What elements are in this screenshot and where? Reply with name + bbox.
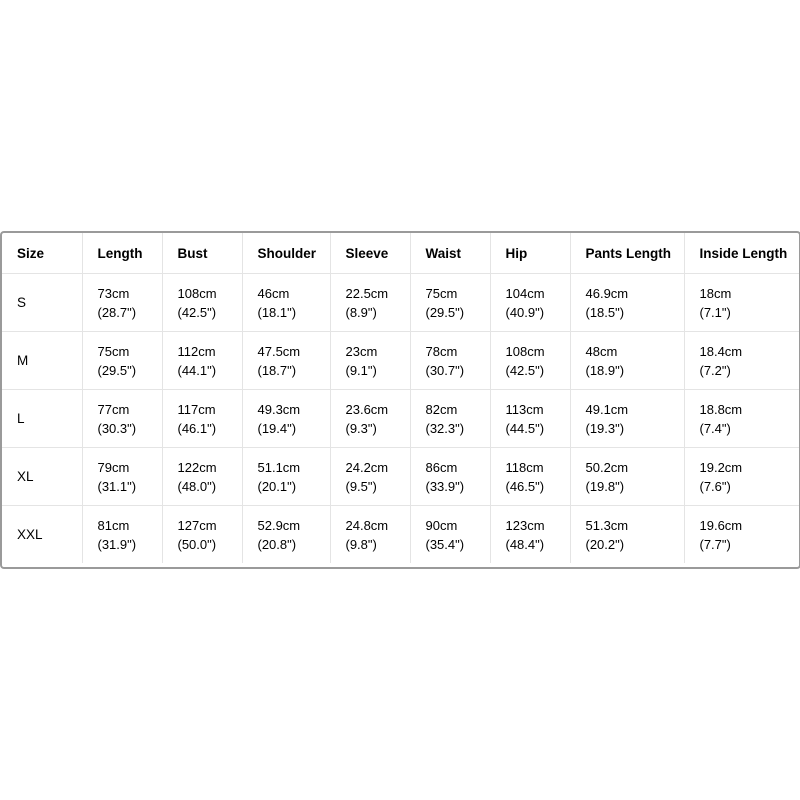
cell-inside-length	[684, 506, 799, 564]
value-cm: 22.5cm	[345, 285, 389, 301]
value-inches: (18.5")	[585, 304, 625, 320]
value-inches: (28.7")	[97, 304, 137, 320]
table-row	[2, 448, 799, 506]
size-label: M	[2, 332, 82, 390]
value-inches: (19.4")	[257, 420, 297, 436]
cell-inside-length	[684, 274, 799, 332]
size-chart	[0, 231, 800, 569]
cell-hip	[490, 274, 570, 332]
table-row	[2, 332, 799, 390]
value-cm: 49.1cm	[585, 401, 629, 417]
cell-length	[82, 448, 162, 506]
table-body	[2, 274, 799, 564]
cell-length	[82, 390, 162, 448]
value-inches: (46.1")	[177, 420, 217, 436]
cell-hip	[490, 506, 570, 564]
value-cm: 75cm	[425, 285, 458, 301]
cell-waist	[410, 332, 490, 390]
header-sleeve: Sleeve	[330, 233, 410, 274]
value-inches: (7.6")	[699, 478, 731, 494]
value-inches: (9.1")	[345, 362, 377, 378]
header-size: Size	[2, 233, 82, 274]
value-inches: (50.0")	[177, 536, 217, 552]
cell-sleeve	[330, 390, 410, 448]
value-inches: (9.3")	[345, 420, 377, 436]
value-inches: (40.9")	[505, 304, 545, 320]
value-inches: (35.4")	[425, 536, 465, 552]
value-cm: 51.3cm	[585, 517, 629, 533]
table-row	[2, 274, 799, 332]
value-inches: (42.5")	[505, 362, 545, 378]
header-inside-length: Inside Length	[684, 233, 799, 274]
value-cm: 86cm	[425, 459, 458, 475]
cell-shoulder	[242, 448, 330, 506]
header-shoulder: Shoulder	[242, 233, 330, 274]
header-pants-length: Pants Length	[570, 233, 684, 274]
header-waist: Waist	[410, 233, 490, 274]
value-inches: (7.4")	[699, 420, 731, 436]
value-inches: (48.4")	[505, 536, 545, 552]
value-inches: (20.8")	[257, 536, 297, 552]
cell-length	[82, 274, 162, 332]
value-cm: 51.1cm	[257, 459, 301, 475]
cell-shoulder	[242, 390, 330, 448]
value-cm: 73cm	[97, 285, 130, 301]
value-cm: 50.2cm	[585, 459, 629, 475]
value-inches: (29.5")	[97, 362, 137, 378]
size-label: XXL	[2, 506, 82, 564]
table-row	[2, 506, 799, 564]
value-inches: (9.8")	[345, 536, 377, 552]
table-row	[2, 390, 799, 448]
value-inches: (18.1")	[257, 304, 297, 320]
cell-shoulder	[242, 506, 330, 564]
value-inches: (7.2")	[699, 362, 731, 378]
cell-waist	[410, 390, 490, 448]
value-cm: 46.9cm	[585, 285, 629, 301]
value-inches: (20.2")	[585, 536, 625, 552]
value-cm: 75cm	[97, 343, 130, 359]
cell-inside-length	[684, 390, 799, 448]
cell-inside-length	[684, 332, 799, 390]
size-label: XL	[2, 448, 82, 506]
cell-sleeve	[330, 332, 410, 390]
value-cm: 19.6cm	[699, 517, 743, 533]
value-inches: (20.1")	[257, 478, 297, 494]
value-inches: (44.5")	[505, 420, 545, 436]
size-label: S	[2, 274, 82, 332]
value-cm: 23cm	[345, 343, 378, 359]
value-inches: (31.1")	[97, 478, 137, 494]
value-inches: (30.3")	[97, 420, 137, 436]
value-cm: 78cm	[425, 343, 458, 359]
cell-pants-length	[570, 390, 684, 448]
cell-hip	[490, 332, 570, 390]
value-inches: (31.9")	[97, 536, 137, 552]
value-cm: 127cm	[177, 517, 217, 533]
value-cm: 123cm	[505, 517, 545, 533]
value-cm: 48cm	[585, 343, 618, 359]
value-cm: 19.2cm	[699, 459, 743, 475]
value-inches: (18.7")	[257, 362, 297, 378]
cell-waist	[410, 274, 490, 332]
value-inches: (48.0")	[177, 478, 217, 494]
value-inches: (7.7")	[699, 536, 731, 552]
value-inches: (46.5")	[505, 478, 545, 494]
value-cm: 113cm	[505, 401, 544, 417]
value-cm: 90cm	[425, 517, 458, 533]
cell-bust	[162, 390, 242, 448]
value-cm: 49.3cm	[257, 401, 301, 417]
value-cm: 82cm	[425, 401, 458, 417]
cell-pants-length	[570, 448, 684, 506]
value-inches: (33.9")	[425, 478, 465, 494]
cell-pants-length	[570, 274, 684, 332]
value-cm: 108cm	[177, 285, 217, 301]
value-cm: 23.6cm	[345, 401, 389, 417]
value-cm: 118cm	[505, 459, 544, 475]
value-cm: 117cm	[177, 401, 216, 417]
value-inches: (9.5")	[345, 478, 377, 494]
cell-sleeve	[330, 506, 410, 564]
value-inches: (42.5")	[177, 304, 217, 320]
value-cm: 104cm	[505, 285, 545, 301]
value-inches: (19.8")	[585, 478, 625, 494]
cell-waist	[410, 448, 490, 506]
value-cm: 18cm	[699, 285, 732, 301]
header-row	[2, 233, 799, 274]
value-cm: 77cm	[97, 401, 130, 417]
cell-pants-length	[570, 506, 684, 564]
value-inches: (44.1")	[177, 362, 217, 378]
value-inches: (29.5")	[425, 304, 465, 320]
cell-sleeve	[330, 448, 410, 506]
cell-shoulder	[242, 332, 330, 390]
value-cm: 79cm	[97, 459, 130, 475]
value-inches: (7.1")	[699, 304, 731, 320]
cell-bust	[162, 274, 242, 332]
header-bust: Bust	[162, 233, 242, 274]
value-cm: 24.8cm	[345, 517, 389, 533]
size-table	[2, 233, 799, 563]
table-header	[2, 233, 799, 274]
cell-length	[82, 506, 162, 564]
cell-bust	[162, 448, 242, 506]
value-inches: (32.3")	[425, 420, 465, 436]
cell-length	[82, 332, 162, 390]
cell-shoulder	[242, 274, 330, 332]
value-cm: 108cm	[505, 343, 545, 359]
cell-waist	[410, 506, 490, 564]
value-cm: 18.4cm	[699, 343, 743, 359]
value-cm: 24.2cm	[345, 459, 389, 475]
cell-hip	[490, 390, 570, 448]
value-cm: 52.9cm	[257, 517, 301, 533]
value-cm: 47.5cm	[257, 343, 301, 359]
cell-hip	[490, 448, 570, 506]
value-inches: (19.3")	[585, 420, 625, 436]
header-length: Length	[82, 233, 162, 274]
value-cm: 81cm	[97, 517, 130, 533]
value-inches: (18.9")	[585, 362, 625, 378]
size-label: L	[2, 390, 82, 448]
value-cm: 46cm	[257, 285, 290, 301]
value-cm: 122cm	[177, 459, 217, 475]
cell-pants-length	[570, 332, 684, 390]
value-cm: 18.8cm	[699, 401, 743, 417]
value-cm: 112cm	[177, 343, 216, 359]
cell-bust	[162, 506, 242, 564]
header-hip: Hip	[490, 233, 570, 274]
cell-inside-length	[684, 448, 799, 506]
cell-bust	[162, 332, 242, 390]
value-inches: (8.9")	[345, 304, 377, 320]
value-inches: (30.7")	[425, 362, 465, 378]
cell-sleeve	[330, 274, 410, 332]
